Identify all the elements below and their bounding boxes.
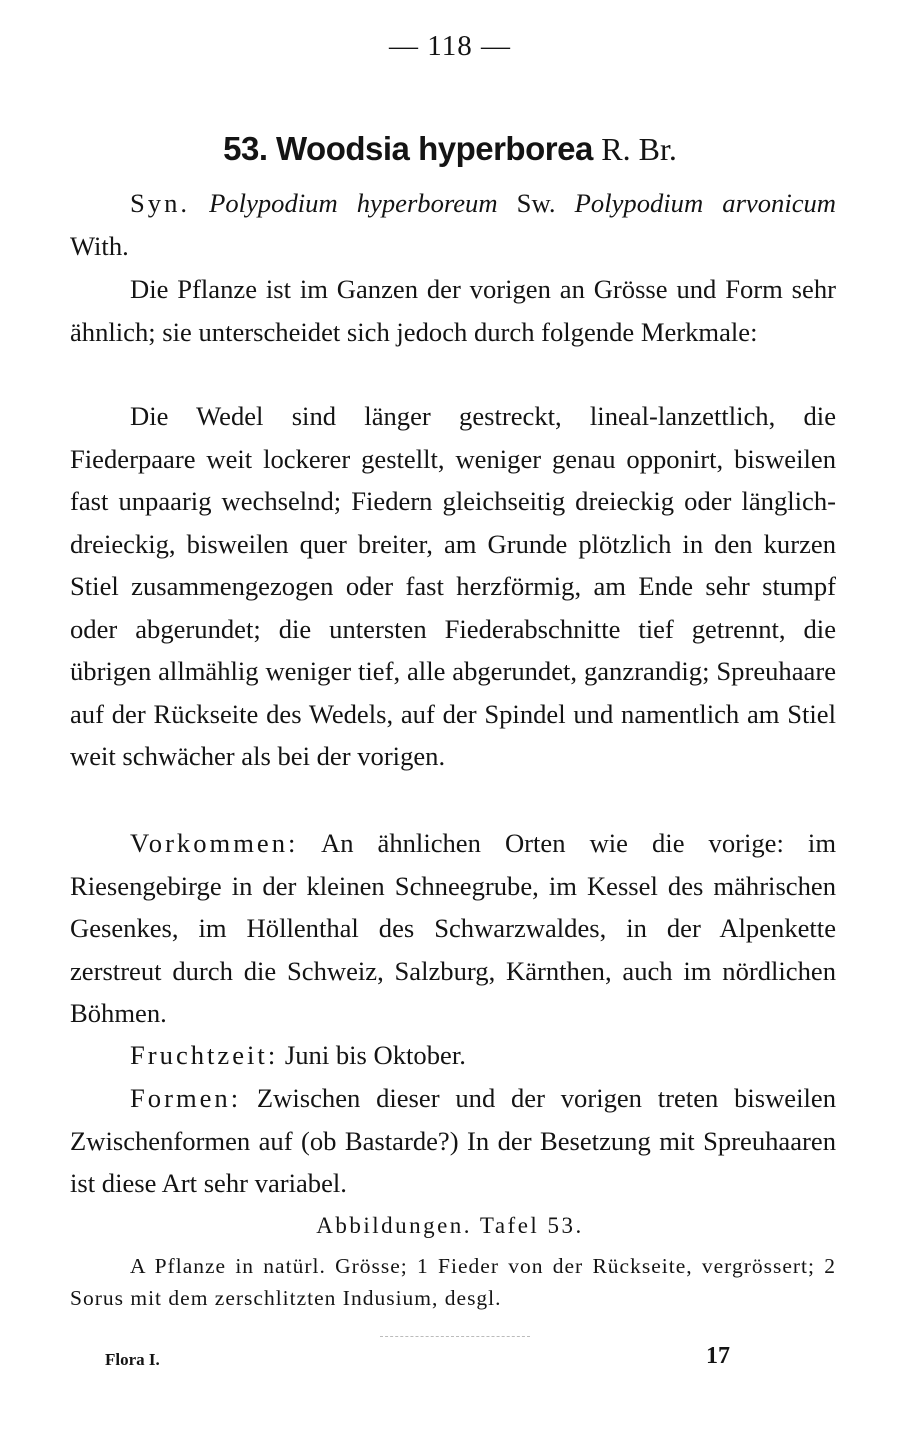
species-heading [0, 126, 900, 173]
forms-text: Zwischen dieser und der vorigen treten bisweilen Zwischenformen auf (ob Bastarde?) In der Besetzung mit Spreuhaaren ist diese Art sehr variabel. [70, 1083, 836, 1198]
species-author: R. Br. [601, 131, 677, 167]
synonyms-label: Syn. [130, 188, 191, 218]
synonyms-paragraph [70, 182, 836, 267]
caption-text: A Pflanze in natürl. Grösse; 1 Fieder von der Rückseite, vergrössert; 2 Sorus mit dem zerschlitzten Indusium, desgl. [70, 1254, 836, 1310]
forms-label: Formen: [130, 1083, 242, 1113]
forms-paragraph [70, 1077, 836, 1205]
page-number: — 118 — [389, 30, 511, 62]
species-name: Woodsia hyperborea [276, 130, 593, 167]
occurrence-text: An ähnlichen Orten wie die vorige: im Riesengebirge in der kleinen Schneegrube, im Kessel des mährischen Gesenkes, im Höllenthal des Schwarzwaldes, in der Alpenkette zerstreut durch die Schweiz, Salzburg, Kärnthen, auch im nördlichen Böhmen. [70, 828, 837, 1028]
description-paragraph [70, 395, 836, 778]
synonym-name-1: Polypodium hyperboreum [209, 188, 498, 218]
occurrence-paragraph [70, 822, 836, 1035]
illustrations-caption [70, 1250, 836, 1314]
fruiting-paragraph [70, 1034, 836, 1077]
fruiting-text: Juni bis Oktober. [284, 1040, 466, 1070]
illustrations-heading: Abbildungen. Tafel 53. [316, 1213, 584, 1238]
synonym-author-1: Sw. [516, 188, 556, 218]
footer-sheet-number: 17 [706, 1343, 730, 1369]
footer-divider [380, 1336, 530, 1337]
species-number: 53. [223, 130, 268, 167]
synonym-name-2: Polypodium arvonicum [574, 188, 837, 218]
description-text: Die Wedel sind länger gestreckt, lineal-lanzettlich, die Fiederpaare weit lockerer gestellt, weniger genau opponirt, bisweilen fast unpaarig wechselnd; Fiedern gleichseitig dreieckig oder länglich-dreieckig, bisweilen quer breiter, am Grunde plötzlich in den kurzen Stiel zusammengezogen oder fast herzförmig, am Ende sehr stumpf oder abgerundet; die untersten Fiederabschnitte tief getrennt, die übrigen allmählig weniger tief, alle abgerundet, ganzrandig; Spreuhaare auf der Rückseite des Wedels, auf der Spindel und namentlich am Stiel weit schwächer als bei der vorigen. [70, 401, 836, 771]
occurrence-label: Vorkommen: [130, 828, 299, 858]
footer-signature: Flora I. [105, 1350, 160, 1369]
intro-paragraph [70, 268, 836, 353]
fruiting-label: Fruchtzeit: [130, 1040, 279, 1070]
synonym-author-2: With. [70, 230, 129, 261]
intro-text: Die Pflanze ist im Ganzen der vorigen an Grösse und Form sehr ähnlich; sie unterscheidet sich jedoch durch folgende Merkmale: [70, 274, 836, 347]
